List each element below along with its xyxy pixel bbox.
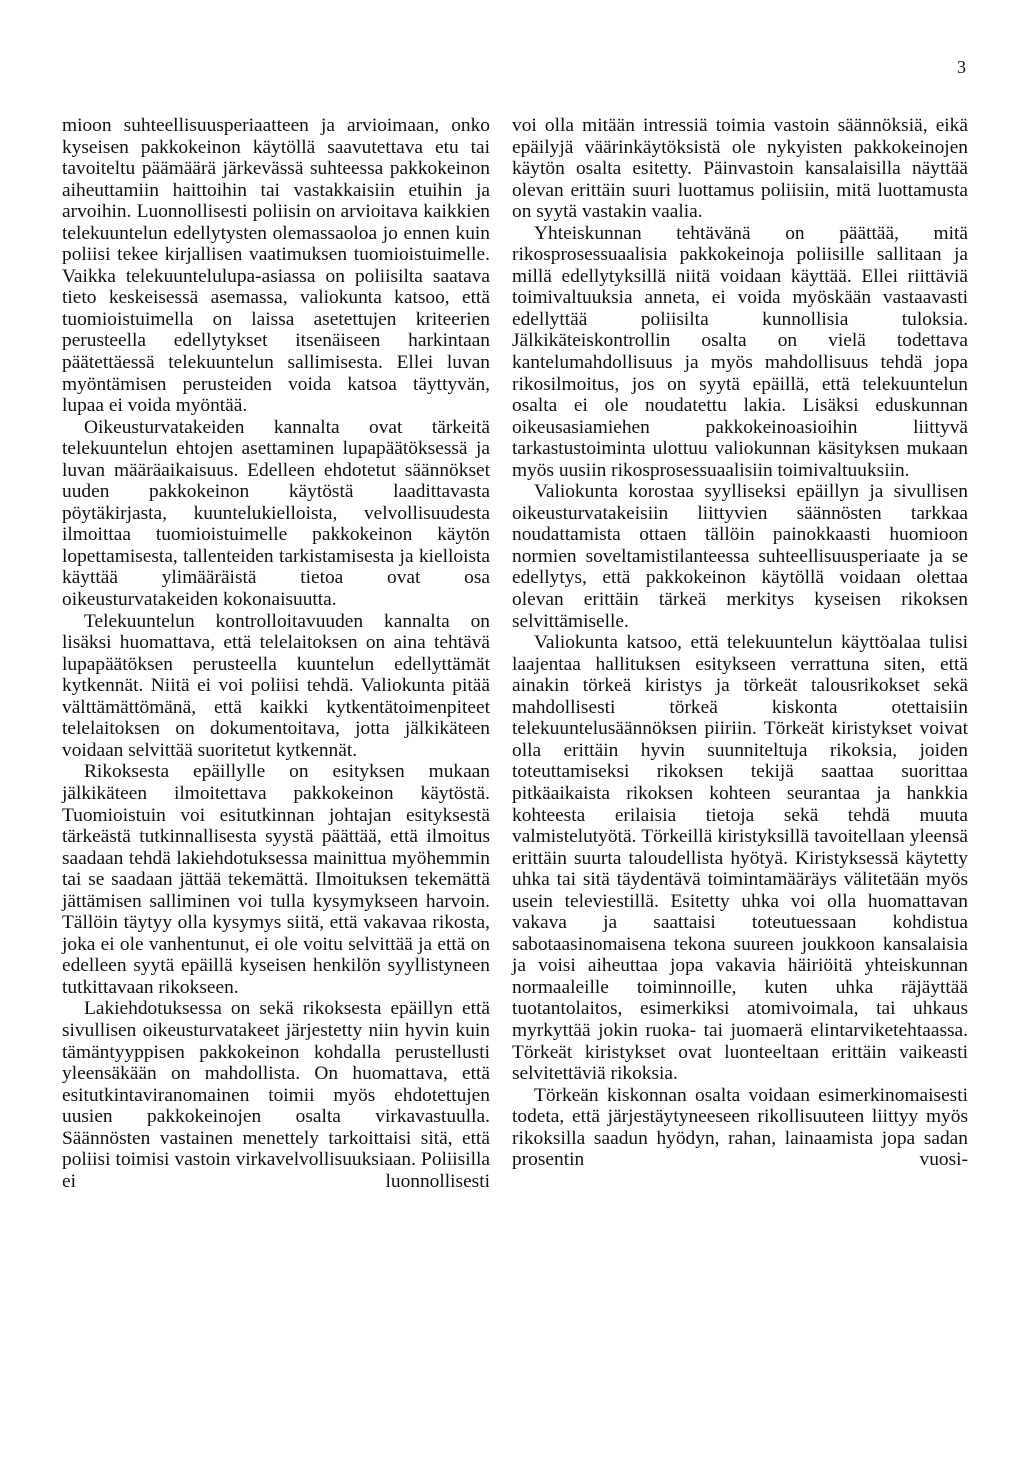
paragraph: Yhteiskunnan tehtävänä on päättää, mitä rikosprosessuaalisia pakkokeinoja poliisille sallitaan ja millä edellytyksillä niitä voidaan käyttää. Ellei riittäviä toimivaltuuksia anneta, ei voida myöskään vastaavasti edellyttää poliisilta kunnollisia tuloksia. Jälkikäteiskontrollin osalta on vielä todettava kantelumahdollisuus ja myös mahdollisuus tehdä jopa rikosilmoitus, jos on syytä epäillä, että telekuuntelun osalta ei ole noudatettu lakia. Lisäksi eduskunnan oikeusasiamiehen pakkokeinoasioihin liittyvä tarkastustoiminta ulottuu valiokunnan käsityksen mukaan myös uusiin rikosprosessuaalisiin toimivaltuuksiin. bbox=[512, 222, 968, 481]
paragraph: Telekuuntelun kontrolloitavuuden kannalta on lisäksi huomattava, että telelaitoksen on aina tehtävä lupapäätöksen perusteella kuuntelun edellyttämät kytkennät. Niitä ei voi poliisi tehdä. Valiokunta pitää välttämättömänä, että kaikki kytkentätoimenpiteet telelaitoksen on dokumentoitava, jotta jälkikäteen voidaan selvittää suoritetut kytkennät. bbox=[62, 610, 490, 761]
paragraph: Rikoksesta epäillylle on esityksen mukaan jälkikäteen ilmoitettava pakkokeinon käytöstä. Tuomioistuin voi esitutkinnan johtajan esityksestä tärkeästä tutkinnallisesta syystä päättää, että ilmoitus saadaan tehdä lakiehdotuksessa mainittua myöhemmin tai se saadaan jättää tekemättä. Ilmoituksen tekemättä jättämisen salliminen voi tulla kysymykseen harvoin. Tällöin täytyy olla kysymys siitä, että vakavaa rikosta, joka ei ole vanhentunut, ei ole voitu selvittää ja että on edelleen syytä epäillä kyseisen henkilön syyllistyneen tutkittavaan rikokseen. bbox=[62, 761, 490, 998]
left-column bbox=[62, 115, 490, 1192]
paragraph: Valiokunta katsoo, että telekuuntelun käyttöalaa tulisi laajentaa hallituksen esitykseen verrattuna siten, että ainakin törkeä kiristys ja törkeät talousrikokset sekä mahdollisesti törkeä kiskonta otettaisiin telekuuntelusäännöksen piiriin. Törkeät kiristykset voivat olla erittäin hyvin suunniteltuja rikoksia, joiden toteuttamiseksi rikoksen tekijä saattaa suorittaa pitkäaikaista rikoksen kohteen seurantaa ja hankkia kohteesta erilaisia tietoja sekä tehdä muuta valmistelutyötä. Törkeillä kiristyksillä tavoitellaan yleensä erittäin suurta taloudellista hyötyä. Kiristyksessä käytetty uhka tai sitä täydentävä toimintamääräys välitetään myös usein televiestillä. Esitetty uhka voi olla huomattavan vakava ja saattaisi toteutuessaan kohdistua sabotaasinomaisena tekona suureen joukkoon kansalaisia ja voisi aiheuttaa jopa vakavia häiriöitä yhteiskunnan normaaleille toiminnoille, kuten uhka räjäyttää tuotantolaitos, esimerkiksi atomivoimala, tai uhkaus myrkyttää jokin ruoka- tai juomaerä elintarviketehtaassa. Törkeät kiristykset ovat luonteeltaan erittäin vaikeasti selvitettäviä rikoksia. bbox=[512, 632, 968, 1085]
paragraph: mioon suhteellisuusperiaatteen ja arvioimaan, onko kyseisen pakkokeinon käytöllä saavutettava etu tai tavoiteltu päämäärä järkevässä suhteessa pakkokeinon aiheuttamiin haittoihin tai vastakkaisiin etuihin ja arvoihin. Luonnollisesti poliisin on arvioitava kaikkien telekuuntelun edellytysten olemassaoloa jo ennen kuin poliisi tekee kirjallisen vaatimuksen tuomioistuimelle. Vaikka telekuuntelulupa-asiassa on poliisilta saatava tieto keskeisessä asemassa, valiokunta katsoo, että tuomioistuimella on laissa asetettujen kriteerien perusteella edellytykset itsenäiseen harkintaan päätettäessä telekuuntelun sallimisesta. Ellei luvan myöntämisen perusteiden voida katsoa täyttyvän, lupaa ei voida myöntää. bbox=[62, 115, 490, 417]
paragraph: voi olla mitään intressiä toimia vastoin säännöksiä, eikä epäilyjä väärinkäytöksistä ole nykyisten pakkokeinojen käytön osalta esitetty. Päinvastoin kansalaisilla näyttää olevan erittäin suuri luottamus poliisiin, mitä luottamusta on syytä vastakin vaalia. bbox=[512, 115, 968, 223]
right-column bbox=[512, 115, 968, 1171]
paragraph: Törkeän kiskonnan osalta voidaan esimerkinomaisesti todeta, että järjestäytyneeseen rikollisuuteen liittyy myös rikoksilla saadun hyödyn, rahan, lainaamista jopa sadan prosentin vuosi- bbox=[512, 1084, 968, 1171]
page-number: 3 bbox=[957, 57, 966, 77]
paragraph: Lakiehdotuksessa on sekä rikoksesta epäillyn että sivullisen oikeusturvatakeet järjestetty niin hyvin kuin tämäntyyppisen pakkokeinon kohdalla perustellusti yleensäkään on mahdollista. On huomattava, että esitutkintaviranomainen toimii myös ehdotettujen uusien pakkokeinojen osalta virkavastuulla. Säännösten vastainen menettely tarkoittaisi sitä, että poliisi toimisi vastoin virkavelvollisuuksiaan. Poliisilla ei luonnollisesti bbox=[62, 998, 490, 1192]
paragraph: Oikeusturvatakeiden kannalta ovat tärkeitä telekuuntelun ehtojen asettaminen lupapäätöksessä ja luvan määräaikaisuus. Edelleen ehdotetut säännökset uuden pakkokeinon käytöstä laadittavasta pöytäkirjasta, kuuntelukielloista, velvollisuudesta ilmoittaa tuomioistuimelle pakkokeinon käytön lopettamisesta, tallenteiden tarkistamisesta ja kielloista käyttää ylimääräistä tietoa ovat osa oikeusturvatakeiden kokonaisuutta. bbox=[62, 416, 490, 611]
paragraph: Valiokunta korostaa syylliseksi epäillyn ja sivullisen oikeusturvatakeisiin liittyvien säännösten tarkkaa noudattamista ottaen tällöin painokkaasti huomioon normien soveltamistilanteessa suhteellisuusperiaate ja se edellytys, että pakkokeinon käytöllä voidaan olettaa olevan erittäin tärkeä merkitys kyseisen rikoksen selvittämiselle. bbox=[512, 481, 968, 632]
